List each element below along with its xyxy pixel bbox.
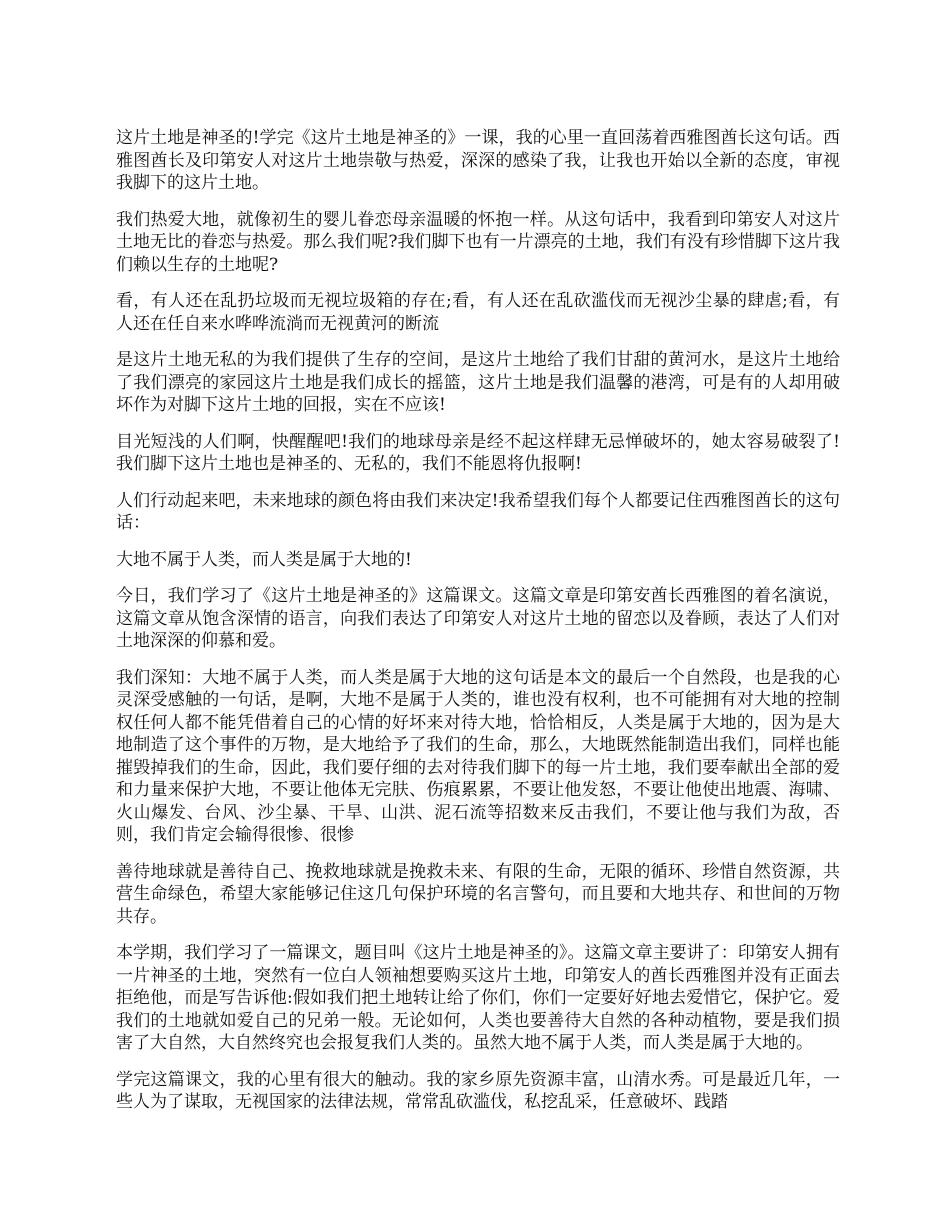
paragraph-10: 善待地球就是善待自己、挽救地球就是挽救未来、有限的生命，无限的循环、珍惜自然资源，共营生命绿色，希望大家能够记住这几句保护环境的名言警句，而且要和大地共存、和世间的万物共存。 — [116, 861, 840, 927]
paragraph-6: 人们行动起来吧，未来地球的颜色将由我们来决定!我希望我们每个人都要记住西雅图酋长的这句话： — [116, 490, 840, 533]
paragraph-1: 这片土地是神圣的!学完《这片土地是神圣的》一课，我的心里一直回荡着西雅图酋长这句话。西雅图酋长及印第安人对这片土地崇敬与热爱，深深的感染了我，让我也开始以全新的态度，审视我脚下的这片土地。 — [116, 128, 840, 193]
paragraph-2: 我们热爱大地，就像初生的婴儿眷恋母亲温暖的怀抱一样。从这句话中，我看到印第安人对这片土地无比的眷恋与热爱。那么我们呢?我们脚下也有一片漂亮的土地，我们有没有珍惜脚下这片我们赖以生存的土地呢? — [116, 209, 840, 275]
paragraph-12: 学完这篇课文，我的心里有很大的触动。我的家乡原先资源丰富，山清水秀。可是最近几年，一些人为了谋取，无视国家的法律法规，常常乱砍滥伐，私挖乱采，任意破坏、践踏 — [116, 1069, 840, 1112]
paragraph-3: 看，有人还在乱扔垃圾而无视垃圾箱的存在;看，有人还在乱砍滥伐而无视沙尘暴的肆虐;看，有人还在任自来水哗哗流淌而无视黄河的断流 — [116, 291, 840, 334]
paragraph-5: 目光短浅的人们啊，快醒醒吧!我们的地球母亲是经不起这样肆无忌惮破坏的，她太容易破裂了!我们脚下这片土地也是神圣的、无私的，我们不能恩将仇报啊! — [116, 431, 840, 474]
paragraph-8: 今日，我们学习了《这片土地是神圣的》这篇课文。这篇文章是印第安酋长西雅图的着名演说，这篇文章从饱含深情的语言，向我们表达了印第安人对这片土地的留恋以及眷顾，表达了人们对土地深深的仰慕和爱。 — [116, 586, 840, 651]
document-body — [116, 127, 840, 1128]
paragraph-7: 大地不属于人类，而人类是属于大地的! — [116, 549, 412, 570]
paragraph-9: 我们深知：大地不属于人类，而人类是属于大地的这句话是本文的最后一个自然段，也是我的心灵深受感触的一句话，是啊，大地不是属于人类的，谁也没有权利，也不可能拥有对大地的控制权任何人都不能凭借着自己的心情的好坏来对待大地，恰恰相反，人类是属于大地的，因为是大地制造了这个事件的万物，是大地给予了我们的生命，那么，大地既然能制造出我们，同样也能摧毁掉我们的生命，因此，我们要仔细的去对待我们脚下的每一片土地，我们要奉献出全部的爱和力量来保护大地，不要让他体无完肤、伤痕累累，不要让他发怒，不要让他使出地震、海啸、火山爆发、台风、沙尘暴、干旱、山洪、泥石流等招数来反击我们，不要让他与我们为敌，否则，我们肯定会输得很惨、很惨 — [116, 667, 840, 845]
paragraph-11: 本学期，我们学习了一篇课文，题目叫《这片土地是神圣的》。这篇文章主要讲了：印第安人拥有一片神圣的土地，突然有一位白人领袖想要购买这片土地，印第安人的酋长西雅图并没有正面去拒绝他，而是写告诉他:假如我们把土地转让给了你们，你们一定要好好地去爱惜它，保护它。爱我们的土地就如爱自己的兄弟一般。无论如何，人类也要善待大自然的各种动植物，要是我们损害了大自然，大自然终究也会报复我们人类的。虽然大地不属于人类，而人类是属于大地的。 — [116, 943, 840, 1053]
paragraph-4: 是这片土地无私的为我们提供了生存的空间，是这片土地给了我们甘甜的黄河水，是这片土地给了我们漂亮的家园这片土地是我们成长的摇篮，这片土地是我们温馨的港湾，可是有的人却用破坏作为对脚下这片土地的回报，实在不应该! — [116, 350, 840, 415]
